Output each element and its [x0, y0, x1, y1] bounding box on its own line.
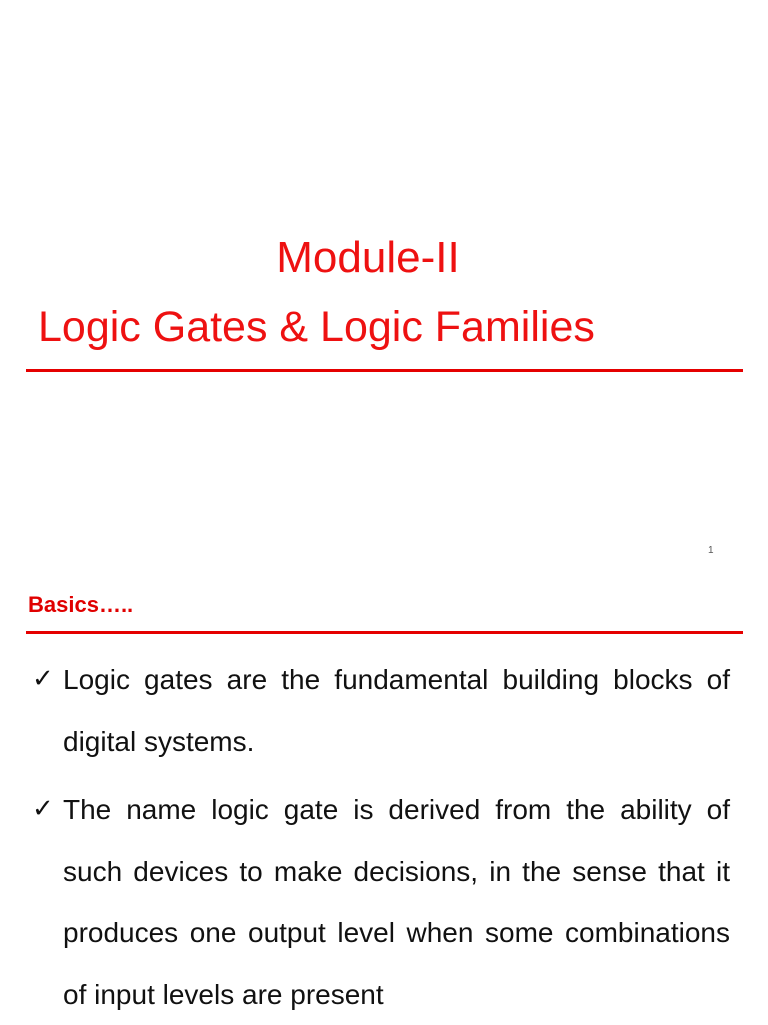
slide-title-topic: Logic Gates & Logic Families: [38, 303, 595, 351]
check-icon: ✓: [32, 664, 54, 694]
content-slide: [0, 575, 768, 1024]
check-icon: ✓: [32, 794, 54, 824]
slide-title-module: Module-II: [276, 233, 460, 282]
bullet-item: [30, 649, 730, 772]
bullet-item: [30, 779, 730, 1025]
title-divider: [26, 369, 743, 372]
bullet-text: The name logic gate is derived from the ability of such devices to make decisions, in the sense that it produces one output level when some combinations of input levels are present: [63, 794, 730, 1010]
page-number: 1: [708, 545, 714, 556]
heading-divider: [26, 631, 743, 634]
section-heading: Basics…..: [28, 592, 134, 617]
bullet-text: Logic gates are the fundamental building blocks of digital systems.: [63, 664, 730, 757]
